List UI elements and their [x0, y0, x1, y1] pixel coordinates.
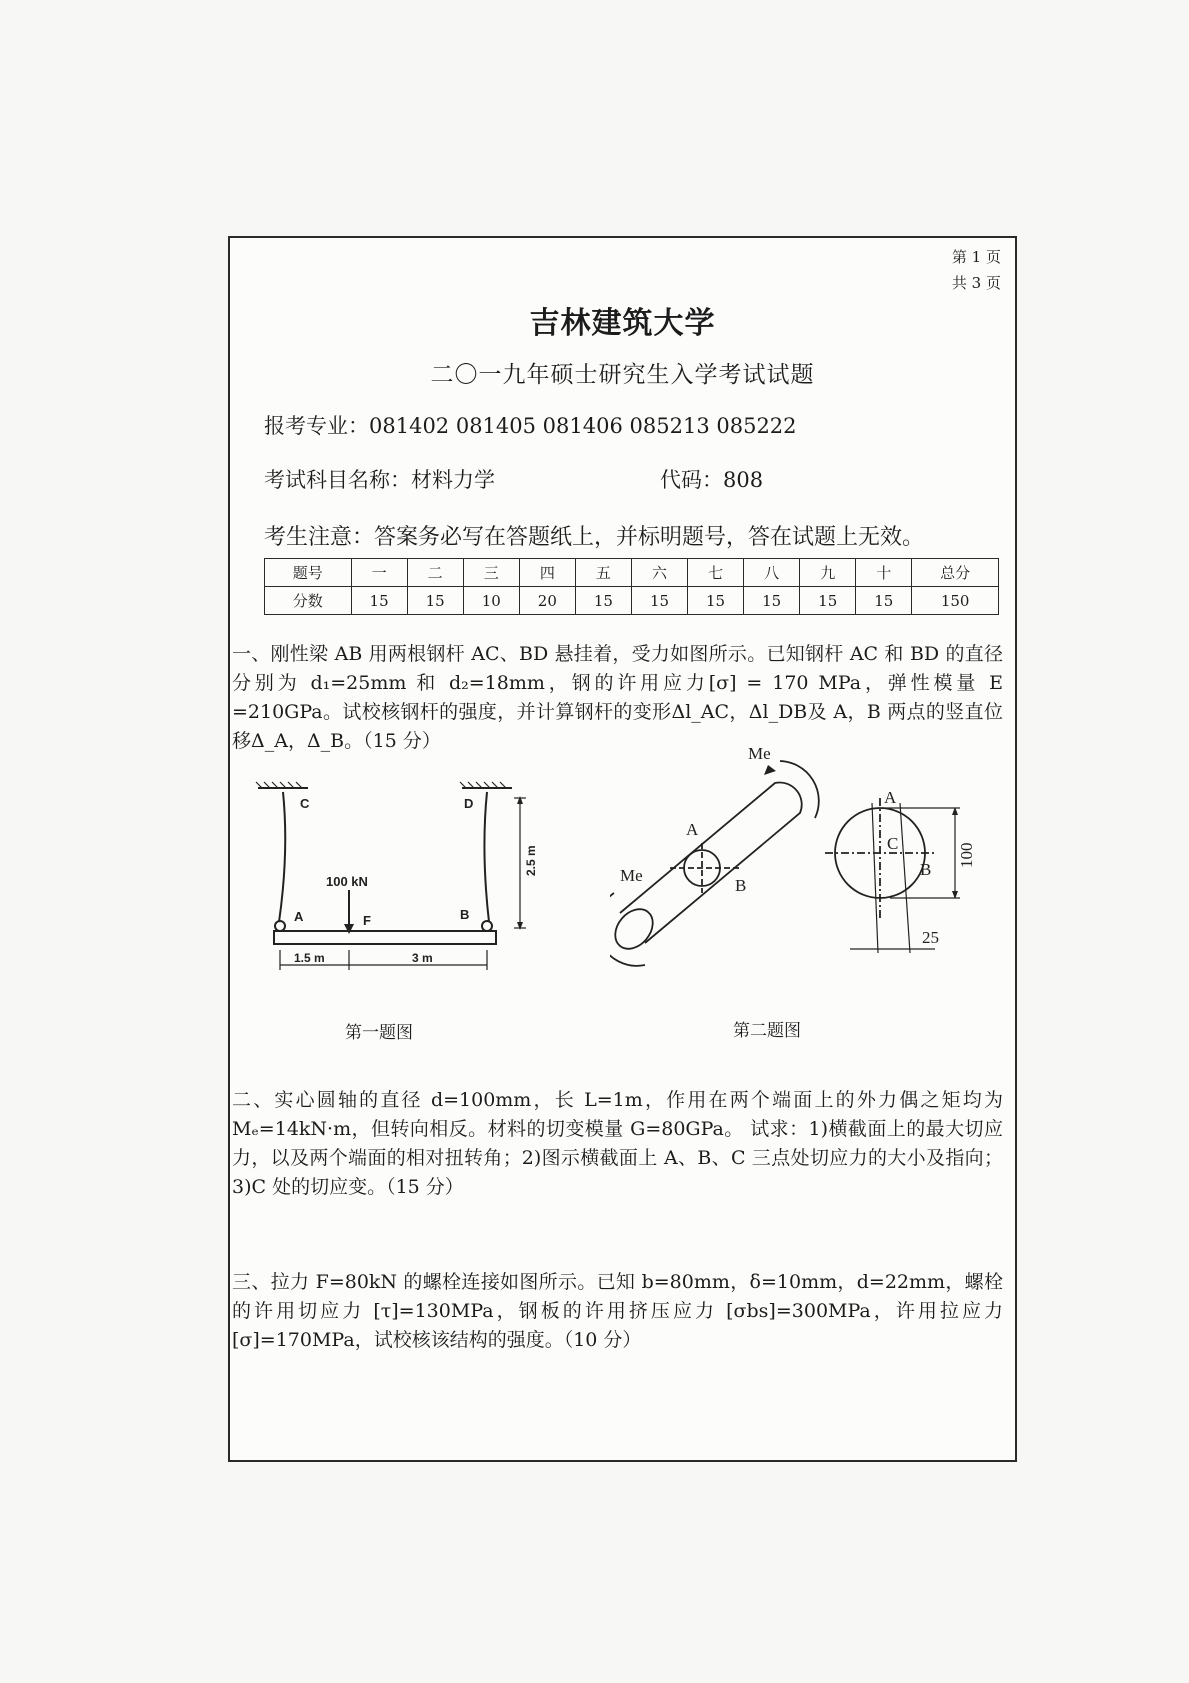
score-cell: 15 [800, 587, 856, 615]
pin-a [275, 921, 285, 931]
score-cell: 150 [912, 587, 999, 615]
subject-code: 代码：808 [660, 468, 764, 492]
label-a-section: A [884, 788, 897, 807]
question-no: 五 [575, 559, 631, 587]
load-arrow-head [344, 924, 354, 934]
height-label: 2.5 m [524, 845, 538, 876]
question-no: 一 [351, 559, 407, 587]
load-label: 100 kN [326, 874, 368, 889]
row-label: 题号 [265, 559, 352, 587]
score-table [264, 558, 999, 615]
score-cell: 20 [519, 587, 575, 615]
score-cell: 15 [407, 587, 463, 615]
question-no: 四 [519, 559, 575, 587]
label-a-shaft: A [686, 820, 699, 839]
rod-ac [279, 792, 285, 922]
question-no: 二 [407, 559, 463, 587]
question-no: 十 [856, 559, 912, 587]
question-no: 八 [744, 559, 800, 587]
score-cell: 10 [463, 587, 519, 615]
question-no: 六 [631, 559, 687, 587]
label-f: F [363, 913, 371, 928]
label-b: B [460, 907, 470, 922]
score-table-score-row [265, 587, 999, 615]
question-no: 总分 [912, 559, 999, 587]
question-2: 二、实心圆轴的直径 d=100mm，长 L=1m，作用在两个端面上的外力偶之矩均为 Mₑ=14kN·m，但转向相反。材料的切变模量 G=80GPa。 试求：1)横截面上的最大切应力，以及两个端面的相对扭转角；2)图示横截面上 A、B、C 三点处切应力的大小及指向；3)C 处的切应变。（15 分） [232, 1089, 1003, 1198]
label-b-shaft: B [735, 876, 747, 895]
figure-2-caption: 第二题图 [733, 1021, 801, 1041]
label-a: A [294, 909, 304, 924]
question-no: 七 [688, 559, 744, 587]
subject-line: 考试科目名称：材料力学 [264, 468, 495, 492]
shaft-end-face [610, 902, 660, 956]
question-no: 九 [800, 559, 856, 587]
rigid-beam-ab [274, 931, 496, 944]
score-cell: 15 [744, 587, 800, 615]
dim-25-label: 25 [922, 928, 939, 947]
page-number [952, 244, 1001, 296]
label-c: C [300, 796, 310, 811]
rod-bd [484, 792, 489, 922]
span-right-label: 3 m [412, 951, 433, 965]
row-label: 分数 [265, 587, 352, 615]
question-no: 三 [463, 559, 519, 587]
label-d: D [464, 796, 474, 811]
pin-b [482, 921, 492, 931]
score-cell: 15 [575, 587, 631, 615]
shaft-body [620, 782, 802, 943]
question-1: 一、刚性梁 AB 用两根钢杆 AC、BD 悬挂着，受力如图所示。已知钢杆 AC 和 BD 的直径分别为 d₁=25mm 和 d₂=18mm，钢的许用应力[σ] = 170 MPa，弹性模量 E =210GPa。试校核钢杆的强度，并计算钢杆的变形Δl_AC，Δl_DB及 A，B 两点的竖直位移Δ_A，Δ_B。（15 分） [232, 643, 1003, 752]
score-cell: 15 [351, 587, 407, 615]
label-c-section: C [887, 834, 899, 853]
label-me-top: Me [748, 744, 771, 763]
exam-paper [228, 236, 1017, 1462]
page-current: 第 1 页 [951, 248, 1001, 266]
school-name: 吉林建筑大学 [529, 306, 716, 341]
figure-1-beam-diagram [250, 778, 540, 998]
dim-100-label: 100 [957, 842, 976, 868]
question-3: 三、拉力 F=80kN 的螺栓连接如图所示。已知 b=80mm，δ=10mm，d=22mm，螺栓的许用切应力 [τ]=130MPa，钢板的许用挤压应力 [σbs]=300MPa，许用拉应力 [σ]=170MPa，试校核该结构的强度。（10 分） [232, 1271, 1003, 1351]
exam-title: 二〇一九年硕士研究生入学考试试题 [430, 362, 815, 388]
torque-top-arc [780, 761, 819, 818]
score-table-header-row [265, 559, 999, 587]
score-cell: 15 [688, 587, 744, 615]
notice-line: 考生注意：答案务必写在答题纸上，并标明题号，答在试题上无效。 [264, 525, 925, 550]
label-b-section: B [920, 860, 932, 879]
label-me-left: Me [620, 866, 643, 885]
score-cell: 15 [631, 587, 687, 615]
majors-line: 报考专业：081402 081405 081406 085213 085222 [264, 414, 797, 438]
figure-1-caption: 第一题图 [345, 1023, 413, 1043]
page-total: 共 3 页 [951, 274, 1001, 292]
figure-2-shaft-diagram [610, 743, 980, 983]
span-left-label: 1.5 m [294, 951, 325, 965]
score-cell: 15 [856, 587, 912, 615]
